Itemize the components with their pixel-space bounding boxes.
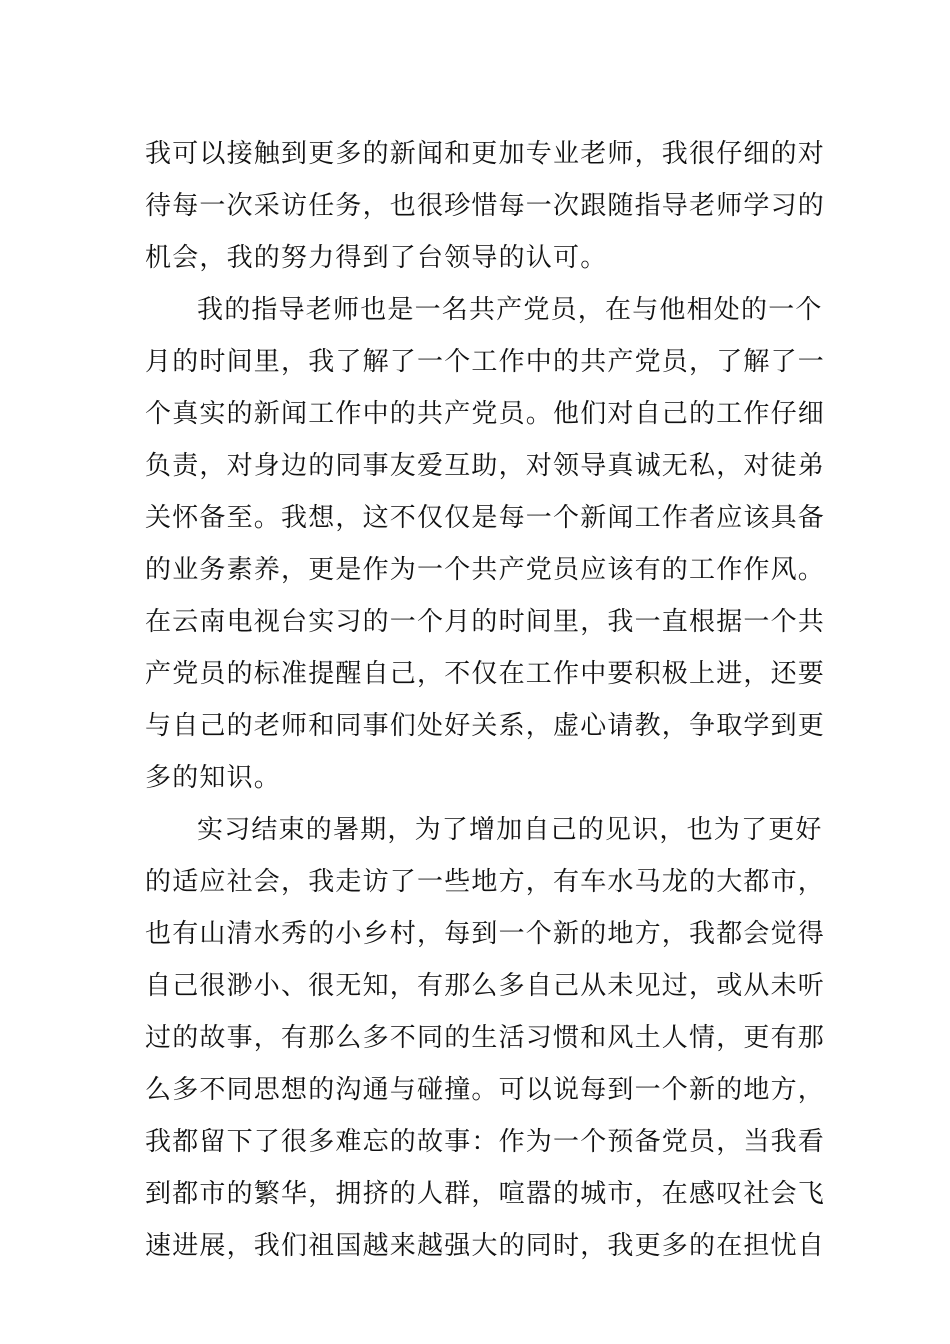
text-line: 与自己的老师和同事们处好关系，虚心请教，争取学到更 bbox=[145, 711, 826, 741]
text-line: 自己很渺小、很无知，有那么多自己从未见过，或从未听 bbox=[145, 971, 826, 1001]
text-line: 速进展，我们祖国越来越强大的同时，我更多的在担忧自 bbox=[145, 1231, 826, 1261]
text-line: 过的故事，有那么多不同的生活习惯和风土人情，更有那 bbox=[145, 1023, 826, 1053]
text-line: 在云南电视台实习的一个月的时间里，我一直根据一个共 bbox=[145, 607, 826, 637]
text-line: 的业务素养，更是作为一个共产党员应该有的工作作风。 bbox=[145, 555, 826, 585]
text-line: 的适应社会，我走访了一些地方，有车水马龙的大都市， bbox=[145, 867, 826, 897]
text-line: 月的时间里，我了解了一个工作中的共产党员，了解了一 bbox=[145, 347, 826, 377]
text-line: 产党员的标准提醒自己，不仅在工作中要积极上进，还要 bbox=[145, 659, 826, 689]
text-line: 负责，对身边的同事友爱互助，对领导真诚无私，对徒弟 bbox=[145, 451, 826, 481]
text-line: 么多不同思想的沟通与碰撞。可以说每到一个新的地方， bbox=[145, 1075, 826, 1105]
text-line: 机会，我的努力得到了台领导的认可。 bbox=[145, 243, 608, 273]
text-line: 个真实的新闻工作中的共产党员。他们对自己的工作仔细 bbox=[145, 399, 826, 429]
paragraph-first-line: 我的指导老师也是一名共产党员，在与他相处的一个 bbox=[197, 295, 823, 325]
text-line: 也有山清水秀的小乡村，每到一个新的地方，我都会觉得 bbox=[145, 919, 826, 949]
text-line: 关怀备至。我想，这不仅仅是每一个新闻工作者应该具备 bbox=[145, 503, 826, 533]
text-line: 多的知识。 bbox=[145, 763, 282, 793]
text-line: 到都市的繁华，拥挤的人群，喧嚣的城市，在感叹社会飞 bbox=[145, 1179, 826, 1209]
text-line: 待每一次采访任务，也很珍惜每一次跟随指导老师学习的 bbox=[145, 191, 826, 221]
paragraph-first-line: 实习结束的暑期，为了增加自己的见识，也为了更好 bbox=[197, 815, 823, 845]
text-line: 我都留下了很多难忘的故事：作为一个预备党员，当我看 bbox=[145, 1127, 826, 1157]
body-text bbox=[145, 128, 826, 1272]
text-line: 我可以接触到更多的新闻和更加专业老师，我很仔细的对 bbox=[145, 139, 826, 169]
